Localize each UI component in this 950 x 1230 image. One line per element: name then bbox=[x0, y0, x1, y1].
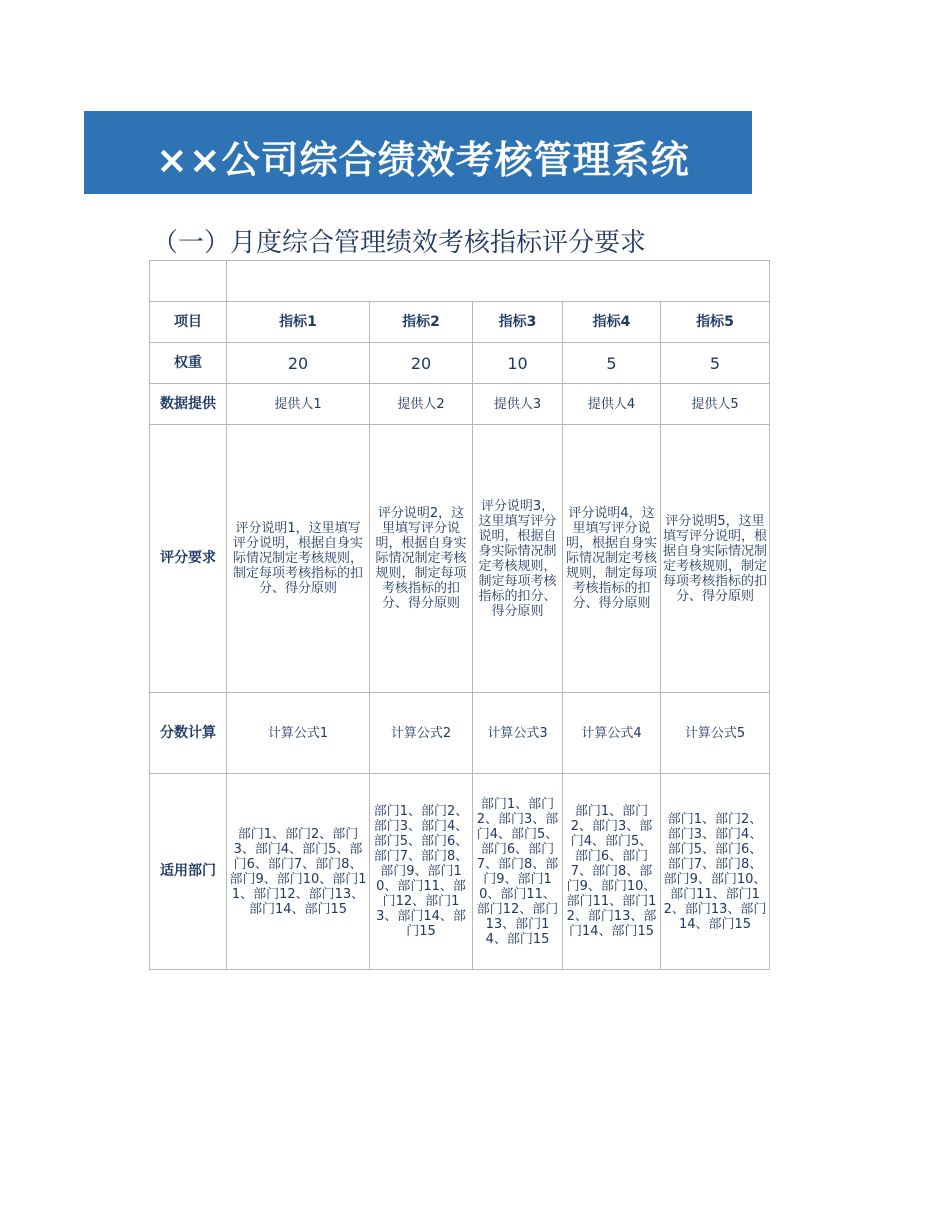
table-row-requirement bbox=[150, 425, 770, 693]
indicator-name: 指标2 bbox=[370, 302, 473, 343]
kpi-table bbox=[149, 260, 770, 970]
indicator-weight: 5 bbox=[661, 343, 770, 384]
indicator-provider: 提供人5 bbox=[661, 384, 770, 425]
indicator-calc: 计算公式1 bbox=[227, 693, 370, 774]
row-label-provider: 数据提供 bbox=[150, 384, 227, 425]
indicator-name: 指标3 bbox=[473, 302, 563, 343]
indicator-provider: 提供人2 bbox=[370, 384, 473, 425]
indicator-requirement: 评分说明1，这里填写评分说明，根据自身实际情况制定考核规则，制定每项考核指标的扣分、得分原则 bbox=[227, 425, 370, 693]
indicator-weight: 10 bbox=[473, 343, 563, 384]
table-row-weight bbox=[150, 343, 770, 384]
indicator-dept: 部门1、部门2、部门3、部门4、部门5、部门6、部门7、部门8、部门9、部门10、部门11、部门12、部门13、部门14、部门15 bbox=[227, 774, 370, 970]
row-label-weight: 权重 bbox=[150, 343, 227, 384]
table-row-calc bbox=[150, 693, 770, 774]
page-title: ××公司综合绩效考核管理系统 bbox=[156, 138, 690, 182]
indicator-provider: 提供人1 bbox=[227, 384, 370, 425]
indicator-dept: 部门1、部门2、部门3、部门4、部门5、部门6、部门7、部门8、部门9、部门10、部门11、部门12、部门13、部门14、部门15 bbox=[563, 774, 661, 970]
section-title: （一）月度综合管理绩效考核指标评分要求 bbox=[152, 228, 647, 258]
title-banner bbox=[84, 111, 752, 194]
indicator-name: 指标1 bbox=[227, 302, 370, 343]
indicator-requirement: 评分说明3，这里填写评分说明，根据自身实际情况制定考核规则，制定每项考核指标的扣分、得分原则 bbox=[473, 425, 563, 693]
indicator-name: 指标4 bbox=[563, 302, 661, 343]
indicator-requirement: 评分说明4，这里填写评分说明，根据自身实际情况制定考核规则，制定每项考核指标的扣分、得分原则 bbox=[563, 425, 661, 693]
indicator-calc: 计算公式2 bbox=[370, 693, 473, 774]
table-merged-header-cell bbox=[227, 261, 770, 302]
table-top-row bbox=[150, 261, 770, 302]
indicator-calc: 计算公式4 bbox=[563, 693, 661, 774]
indicator-dept: 部门1、部门2、部门3、部门4、部门5、部门6、部门7、部门8、部门9、部门10、部门11、部门12、部门13、部门14、部门15 bbox=[661, 774, 770, 970]
row-label-requirement: 评分要求 bbox=[150, 425, 227, 693]
indicator-dept: 部门1、部门2、部门3、部门4、部门5、部门6、部门7、部门8、部门9、部门10、部门11、部门12、部门13、部门14、部门15 bbox=[370, 774, 473, 970]
table-corner-cell bbox=[150, 261, 227, 302]
indicator-weight: 20 bbox=[227, 343, 370, 384]
indicator-weight: 20 bbox=[370, 343, 473, 384]
table-row-item bbox=[150, 302, 770, 343]
indicator-weight: 5 bbox=[563, 343, 661, 384]
indicator-provider: 提供人4 bbox=[563, 384, 661, 425]
indicator-requirement: 评分说明5，这里填写评分说明，根据自身实际情况制定考核规则，制定每项考核指标的扣分、得分原则 bbox=[661, 425, 770, 693]
indicator-dept: 部门1、部门2、部门3、部门4、部门5、部门6、部门7、部门8、部门9、部门10、部门11、部门12、部门13、部门14、部门15 bbox=[473, 774, 563, 970]
row-label-item: 项目 bbox=[150, 302, 227, 343]
indicator-calc: 计算公式5 bbox=[661, 693, 770, 774]
indicator-provider: 提供人3 bbox=[473, 384, 563, 425]
indicator-calc: 计算公式3 bbox=[473, 693, 563, 774]
kpi-table-viewport bbox=[149, 260, 768, 970]
indicator-name: 指标5 bbox=[661, 302, 770, 343]
table-row-provider bbox=[150, 384, 770, 425]
indicator-requirement: 评分说明2，这里填写评分说明，根据自身实际情况制定考核规则，制定每项考核指标的扣分、得分原则 bbox=[370, 425, 473, 693]
row-label-calc: 分数计算 bbox=[150, 693, 227, 774]
row-label-dept: 适用部门 bbox=[150, 774, 227, 970]
table-row-dept bbox=[150, 774, 770, 970]
